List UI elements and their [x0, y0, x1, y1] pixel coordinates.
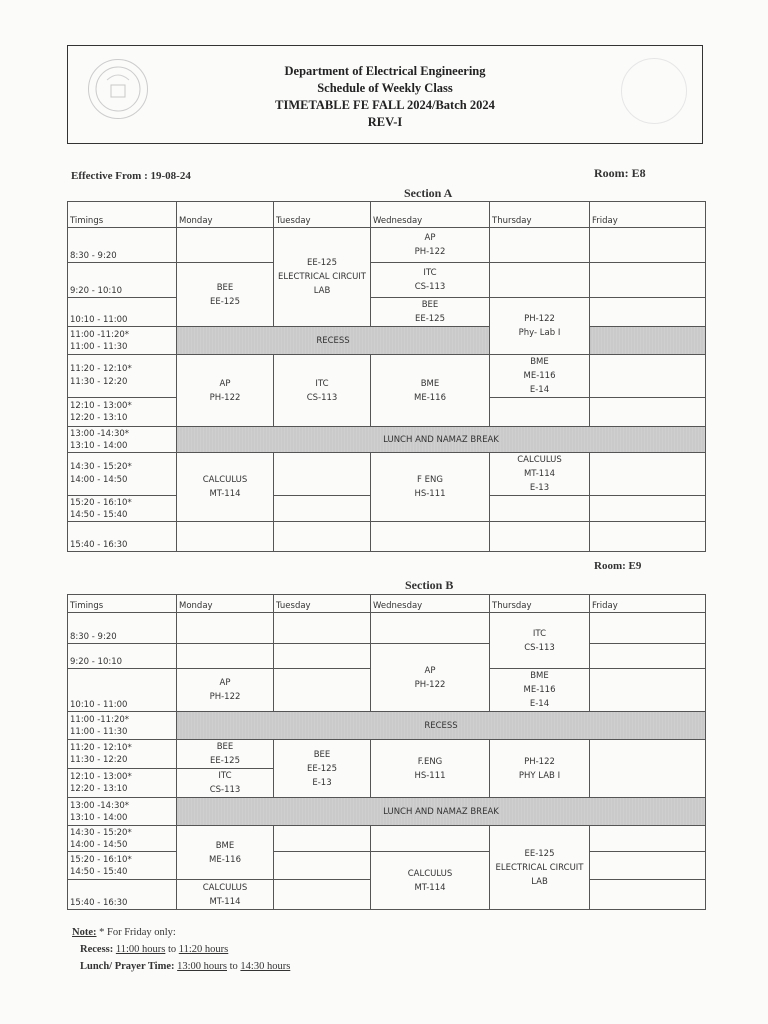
time-slot: 10:10 - 11:00	[68, 669, 177, 712]
empty-cell	[590, 613, 706, 644]
time-slot: 14:30 - 15:20* 14:00 - 14:50	[68, 453, 177, 496]
col-tuesday: Tuesday	[274, 595, 371, 613]
recess-to-word: to	[165, 944, 179, 955]
class-cell: EE-125 ELECTRICAL CIRCUIT LAB	[490, 826, 590, 910]
section-b-room: Room: E9	[594, 560, 642, 572]
time-slot: 15:40 - 16:30	[68, 522, 177, 552]
class-cell: BME ME-116 E-14	[490, 355, 590, 398]
class-cell: CALCULUS MT-114	[371, 852, 490, 910]
class-cell: PH-122 PHY LAB I	[490, 740, 590, 798]
empty-cell	[177, 522, 274, 552]
empty-cell	[590, 398, 706, 427]
empty-cell	[274, 852, 371, 880]
note-text: * For Friday only:	[96, 927, 176, 938]
time-slot: 8:30 - 9:20	[68, 613, 177, 644]
recess-band: RECESS	[177, 712, 706, 740]
time-slot: 13:00 -14:30* 13:10 - 14:00	[68, 427, 177, 453]
lunch-from: 13:00 hours	[177, 961, 227, 972]
empty-cell	[274, 453, 371, 496]
time-slot: 15:40 - 16:30	[68, 880, 177, 910]
col-timings: Timings	[68, 202, 177, 228]
class-cell: ITC CS-113	[274, 355, 371, 427]
class-cell: CALCULUS MT-114 E-13	[490, 453, 590, 496]
empty-cell	[590, 263, 706, 298]
recess-band: RECESS	[177, 327, 490, 355]
empty-cell	[590, 522, 706, 552]
empty-cell	[590, 826, 706, 852]
empty-cell	[274, 880, 371, 910]
time-slot: 11:00 -11:20* 11:00 - 11:30	[68, 327, 177, 355]
col-thursday: Thursday	[490, 202, 590, 228]
col-friday: Friday	[590, 595, 706, 613]
section-a-room: Room: E8	[594, 166, 646, 180]
empty-cell	[371, 522, 490, 552]
empty-cell	[590, 740, 706, 798]
empty-cell	[371, 613, 490, 644]
schedule-title: Schedule of Weekly Class	[317, 81, 453, 95]
header-title	[68, 63, 702, 131]
time-slot: 12:10 - 13:00* 12:20 - 13:10	[68, 769, 177, 798]
class-cell: EE-125 ELECTRICAL CIRCUIT LAB	[274, 228, 371, 327]
recess-label: Recess:	[80, 944, 116, 955]
recess-band-friday	[590, 327, 706, 355]
empty-cell	[590, 644, 706, 669]
time-slot: 14:30 - 15:20* 14:00 - 14:50	[68, 826, 177, 852]
empty-cell	[177, 228, 274, 263]
class-cell: BME ME-116	[177, 826, 274, 880]
class-cell: BEE EE-125	[371, 298, 490, 327]
class-cell: PH-122 Phy- Lab I	[490, 298, 590, 355]
class-cell: BEE EE-125 E-13	[274, 740, 371, 798]
class-cell: AP PH-122	[371, 228, 490, 263]
lunch-to: 14:30 hours	[240, 961, 291, 972]
empty-cell	[274, 613, 371, 644]
empty-cell	[590, 496, 706, 522]
class-cell: CALCULUS MT-114	[177, 880, 274, 910]
lunch-band: LUNCH AND NAMAZ BREAK	[177, 798, 706, 826]
time-slot: 10:10 - 11:00	[68, 298, 177, 327]
lunch-label: Lunch/ Prayer Time:	[80, 961, 178, 972]
timetable-title: TIMETABLE FE FALL 2024/Batch 2024	[275, 98, 495, 112]
time-slot: 13:00 -14:30* 13:10 - 14:00	[68, 798, 177, 826]
time-slot: 15:20 - 16:10* 14:50 - 15:40	[68, 852, 177, 880]
empty-cell	[274, 669, 371, 712]
empty-cell	[590, 355, 706, 398]
col-timings: Timings	[68, 595, 177, 613]
empty-cell	[177, 644, 274, 669]
time-slot: 11:00 -11:20* 11:00 - 11:30	[68, 712, 177, 740]
section-b-timetable	[67, 594, 706, 910]
class-cell: ITC CS-113	[490, 613, 590, 669]
class-cell: F ENG HS-111	[371, 453, 490, 522]
time-slot: 11:20 - 12:10* 11:30 - 12:20	[68, 740, 177, 769]
time-slot: 15:20 - 16:10* 14:50 - 15:40	[68, 496, 177, 522]
col-monday: Monday	[177, 595, 274, 613]
class-cell: F.ENG HS-111	[371, 740, 490, 798]
empty-cell	[274, 496, 371, 522]
col-wednesday: Wednesday	[371, 595, 490, 613]
note-label: Note:	[72, 927, 97, 938]
empty-cell	[590, 852, 706, 880]
empty-cell	[177, 613, 274, 644]
time-slot: 8:30 - 9:20	[68, 228, 177, 263]
empty-cell	[274, 826, 371, 852]
class-cell: AP PH-122	[177, 355, 274, 427]
lunch-band: LUNCH AND NAMAZ BREAK	[177, 427, 706, 453]
empty-cell	[590, 669, 706, 712]
empty-cell	[371, 826, 490, 852]
time-slot: 9:20 - 10:10	[68, 263, 177, 298]
revision: REV-I	[367, 115, 403, 129]
empty-cell	[274, 522, 371, 552]
effective-date: Effective From : 19-08-24	[71, 170, 191, 182]
recess-from: 11:00 hours	[115, 944, 166, 955]
class-cell: ITC CS-113	[371, 263, 490, 298]
lunch-to-word: to	[227, 961, 241, 972]
section-a-title: Section A	[404, 186, 453, 200]
section-b-title: Section B	[405, 578, 454, 592]
col-thursday: Thursday	[490, 595, 590, 613]
col-wednesday: Wednesday	[371, 202, 490, 228]
empty-cell	[490, 522, 590, 552]
recess-to: 11:20 hours	[178, 944, 229, 955]
class-cell: BEE EE-125	[177, 263, 274, 327]
class-cell: BEE EE-125	[177, 740, 274, 769]
empty-cell	[490, 228, 590, 263]
section-a-timetable	[67, 201, 706, 552]
time-slot: 9:20 - 10:10	[68, 644, 177, 669]
class-cell: ITC CS-113	[177, 769, 274, 798]
footnote	[72, 924, 290, 975]
empty-cell	[490, 496, 590, 522]
header-box	[67, 45, 703, 144]
class-cell: AP PH-122	[177, 669, 274, 712]
empty-cell	[590, 880, 706, 910]
col-monday: Monday	[177, 202, 274, 228]
empty-cell	[490, 263, 590, 298]
empty-cell	[590, 298, 706, 327]
class-cell: BME ME-116	[371, 355, 490, 427]
class-cell: CALCULUS MT-114	[177, 453, 274, 522]
class-cell: AP PH-122	[371, 644, 490, 712]
department-name: Department of Electrical Engineering	[284, 64, 486, 78]
col-friday: Friday	[590, 202, 706, 228]
empty-cell	[274, 644, 371, 669]
class-cell: BME ME-116 E-14	[490, 669, 590, 712]
time-slot: 12:10 - 13:00* 12:20 - 13:10	[68, 398, 177, 427]
empty-cell	[490, 398, 590, 427]
empty-cell	[590, 228, 706, 263]
time-slot: 11:20 - 12:10* 11:30 - 12:20	[68, 355, 177, 398]
col-tuesday: Tuesday	[274, 202, 371, 228]
empty-cell	[590, 453, 706, 496]
